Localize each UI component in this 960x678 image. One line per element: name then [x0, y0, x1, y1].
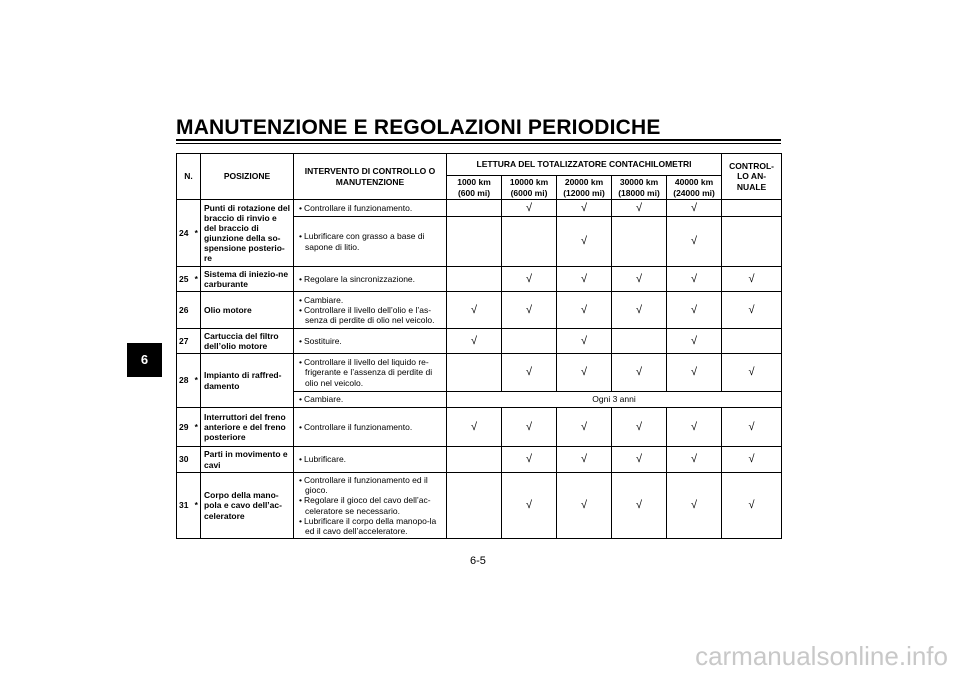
- inspection-star: [193, 292, 201, 329]
- check-mark: √: [557, 217, 612, 267]
- check-mark: √: [667, 267, 722, 292]
- check-mark: √: [722, 267, 782, 292]
- row-position: Interruttori del freno anteriore e del freno posteriore: [201, 408, 294, 447]
- check-mark: √: [447, 329, 502, 354]
- check-mark: √: [557, 267, 612, 292]
- header-posizione: POSIZIONE: [201, 154, 294, 200]
- table-row: [177, 292, 782, 329]
- check-mark: √: [557, 329, 612, 354]
- row-action: • Cambiare. • Controllare il livello dell’olio e l’as-senza di perdite di olio nel veicolo.: [294, 292, 447, 329]
- check-mark: √: [557, 292, 612, 329]
- table-row: [177, 267, 782, 292]
- header-controllo-annuale: CONTROL-LO AN-NUALE: [722, 154, 782, 200]
- table-row: [177, 408, 782, 447]
- check-mark: √: [612, 200, 667, 217]
- check-mark: √: [612, 354, 667, 392]
- row-number: 30: [177, 447, 193, 473]
- check-mark: √: [447, 408, 502, 447]
- check-mark: √: [557, 447, 612, 473]
- title-rule-thin: [176, 143, 781, 144]
- row-action: • Lubrificare con grasso a base di sapone di litio.: [294, 217, 447, 267]
- check-mark: √: [502, 354, 557, 392]
- row-action: • Sostituire.: [294, 329, 447, 354]
- row-number: 24: [177, 200, 193, 267]
- check-mark: √: [722, 408, 782, 447]
- header-km-10000: 10000 km (6000 mi): [502, 176, 557, 200]
- check-mark: √: [722, 447, 782, 473]
- check-mark: √: [447, 292, 502, 329]
- row-position: Sistema di iniezio-ne carburante: [201, 267, 294, 292]
- table-row: [177, 447, 782, 473]
- check-mark: √: [722, 354, 782, 392]
- check-mark: √: [612, 447, 667, 473]
- check-mark: √: [667, 200, 722, 217]
- row-number: 26: [177, 292, 193, 329]
- check-mark: √: [667, 473, 722, 539]
- check-mark: √: [502, 200, 557, 217]
- inspection-star: [193, 447, 201, 473]
- check-mark: √: [557, 200, 612, 217]
- check-mark: √: [557, 408, 612, 447]
- check-mark: √: [612, 267, 667, 292]
- inspection-star: *: [193, 408, 201, 447]
- check-mark: √: [502, 267, 557, 292]
- watermark: carmanualsonline.info: [695, 641, 948, 671]
- check-mark: √: [502, 408, 557, 447]
- check-mark: √: [502, 292, 557, 329]
- header-km-40000: 40000 km (24000 mi): [667, 176, 722, 200]
- row-number: 27: [177, 329, 193, 354]
- inspection-star: *: [193, 354, 201, 408]
- interval-note: Ogni 3 anni: [447, 392, 782, 408]
- check-mark: √: [612, 408, 667, 447]
- row-position: Impianto di raffred-damento: [201, 354, 294, 408]
- table-row: [177, 473, 782, 539]
- check-mark: √: [722, 473, 782, 539]
- title-rule: [176, 139, 781, 141]
- check-mark: √: [722, 292, 782, 329]
- check-mark: √: [667, 354, 722, 392]
- row-action: • Controllare il livello del liquido re-frigerante e l’assenza di perdite di olio nel veicolo.: [294, 354, 447, 392]
- check-mark: √: [667, 447, 722, 473]
- row-action: • Controllare il funzionamento ed il gioco. • Regolare il gioco del cavo dell’ac-celeratore se necessario. • Lubrificare il corpo della manopo-la ed il cavo dell’acceleratore.: [294, 473, 447, 539]
- header-n: N.: [177, 154, 201, 200]
- row-position: Parti in movimento e cavi: [201, 447, 294, 473]
- row-number: 29: [177, 408, 193, 447]
- row-action: • Lubrificare.: [294, 447, 447, 473]
- check-mark: √: [612, 473, 667, 539]
- row-position: Cartuccia del filtro dell’olio motore: [201, 329, 294, 354]
- check-mark: √: [667, 408, 722, 447]
- inspection-star: *: [193, 473, 201, 539]
- row-number: 25: [177, 267, 193, 292]
- page-number: 6-5: [470, 555, 486, 567]
- row-position: Olio motore: [201, 292, 294, 329]
- row-action: • Cambiare.: [294, 392, 447, 408]
- inspection-star: [193, 329, 201, 354]
- page-title: MANUTENZIONE E REGOLAZIONI PERIODICHE: [176, 116, 661, 139]
- row-number: 28: [177, 354, 193, 408]
- section-tab: 6: [127, 343, 162, 377]
- inspection-star: *: [193, 200, 201, 267]
- check-mark: √: [612, 292, 667, 329]
- check-mark: √: [667, 329, 722, 354]
- check-mark: √: [667, 292, 722, 329]
- row-action: • Controllare il funzionamento.: [294, 200, 447, 217]
- header-km-30000: 30000 km (18000 mi): [612, 176, 667, 200]
- table-row: [177, 329, 782, 354]
- inspection-star: *: [193, 267, 201, 292]
- table-row: [177, 354, 782, 392]
- check-mark: √: [557, 354, 612, 392]
- row-position: Corpo della mano-pola e cavo dell’ac-celeratore: [201, 473, 294, 539]
- header-intervento: INTERVENTO DI CONTROLLO O MANUTENZIONE: [294, 154, 447, 200]
- maintenance-table: [176, 153, 782, 539]
- header-km-20000: 20000 km (12000 mi): [557, 176, 612, 200]
- row-number: 31: [177, 473, 193, 539]
- table-row: [177, 200, 782, 217]
- row-action: • Regolare la sincronizzazione.: [294, 267, 447, 292]
- check-mark: √: [502, 473, 557, 539]
- check-mark: √: [667, 217, 722, 267]
- header-lettura: LETTURA DEL TOTALIZZATORE CONTACHILOMETRI: [447, 154, 722, 176]
- header-km-1000: 1000 km (600 mi): [447, 176, 502, 200]
- row-position: Punti di rotazione del braccio di rinvio e del braccio di giunzione della so-spensione posterio-re: [201, 200, 294, 267]
- row-action: • Controllare il funzionamento.: [294, 408, 447, 447]
- check-mark: √: [557, 473, 612, 539]
- check-mark: √: [502, 447, 557, 473]
